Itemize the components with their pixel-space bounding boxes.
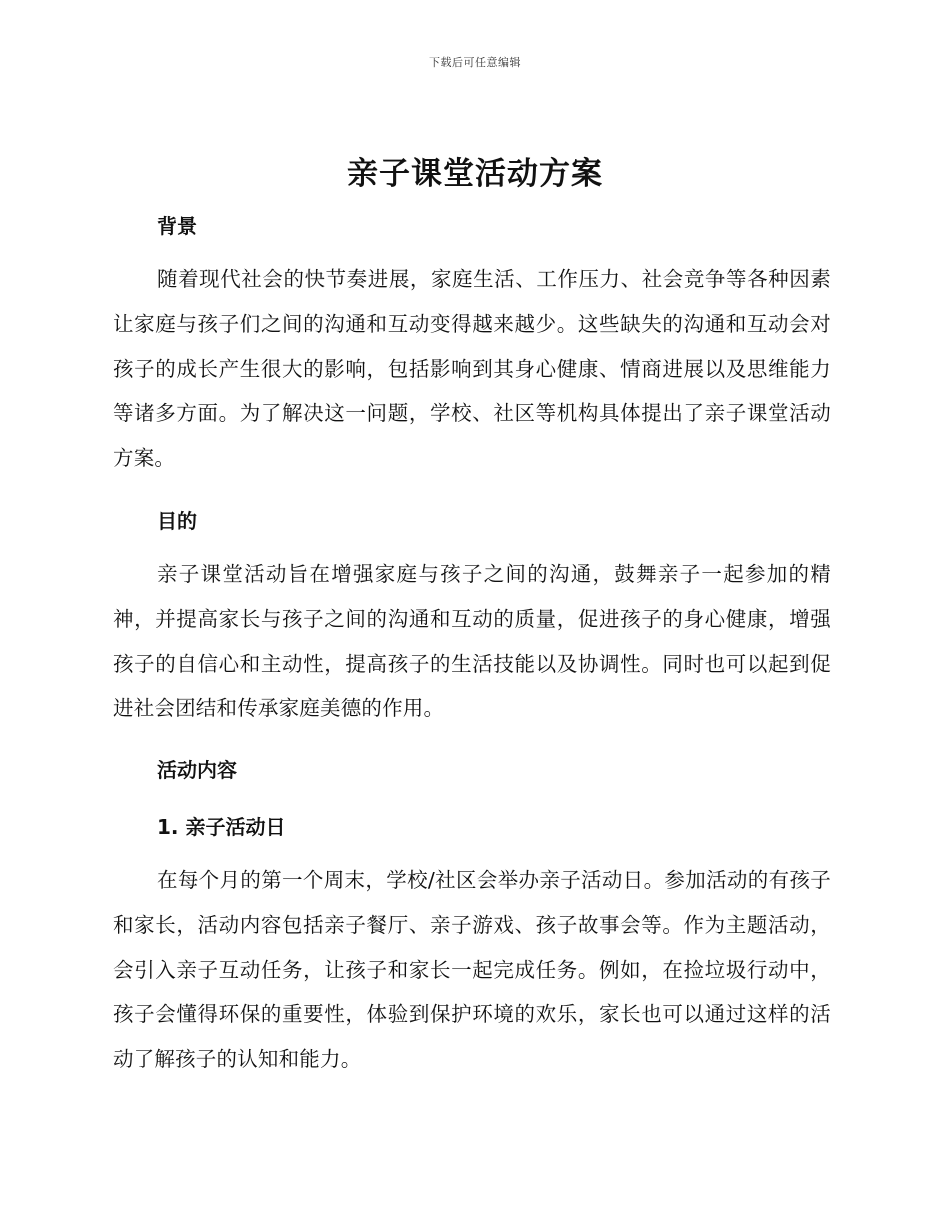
section-heading-activity-content: 活动内容 (157, 758, 237, 782)
document-title: 亲子课堂活动方案 (347, 156, 603, 192)
section-heading-parent-child-day: 1. 亲子活动日 (157, 815, 286, 839)
section-paragraph-background: 随着现代社会的快节奏进展，家庭生活、工作压力、社会竞争等各种因素让家庭与孩子们之间的沟通和互动变得越来越少。这些缺失的沟通和互动会对孩子的成长产生很大的影响，包括影响到其身心健康、情商进展以及思维能力等诸多方面。为了解决这一问题，学校、社区等机构具体提出了亲子课堂活动方案。 (113, 267, 831, 471)
header-note: 下载后可任意编辑 (429, 56, 521, 69)
section-heading-purpose: 目的 (157, 509, 197, 533)
section-paragraph-purpose: 亲子课堂活动旨在增强家庭与孩子之间的沟通，鼓舞亲子一起参加的精神，并提高家长与孩子之间的沟通和互动的质量，促进孩子的身心健康，增强孩子的自信心和主动性，提高孩子的生活技能以及协调性。同时也可以起到促进社会团结和传承家庭美德的作用。 (113, 562, 831, 721)
section-heading-background: 背景 (157, 214, 197, 238)
section-paragraph-parent-child-day: 在每个月的第一个周末，学校/社区会举办亲子活动日。参加活动的有孩子和家长，活动内容包括亲子餐厅、亲子游戏、孩子故事会等。作为主题活动，会引入亲子互动任务，让孩子和家长一起完成任务。例如，在捡垃圾行动中，孩子会懂得环保的重要性，体验到保护环境的欢乐，家长也可以通过这样的活动了解孩子的认知和能力。 (113, 868, 831, 1072)
